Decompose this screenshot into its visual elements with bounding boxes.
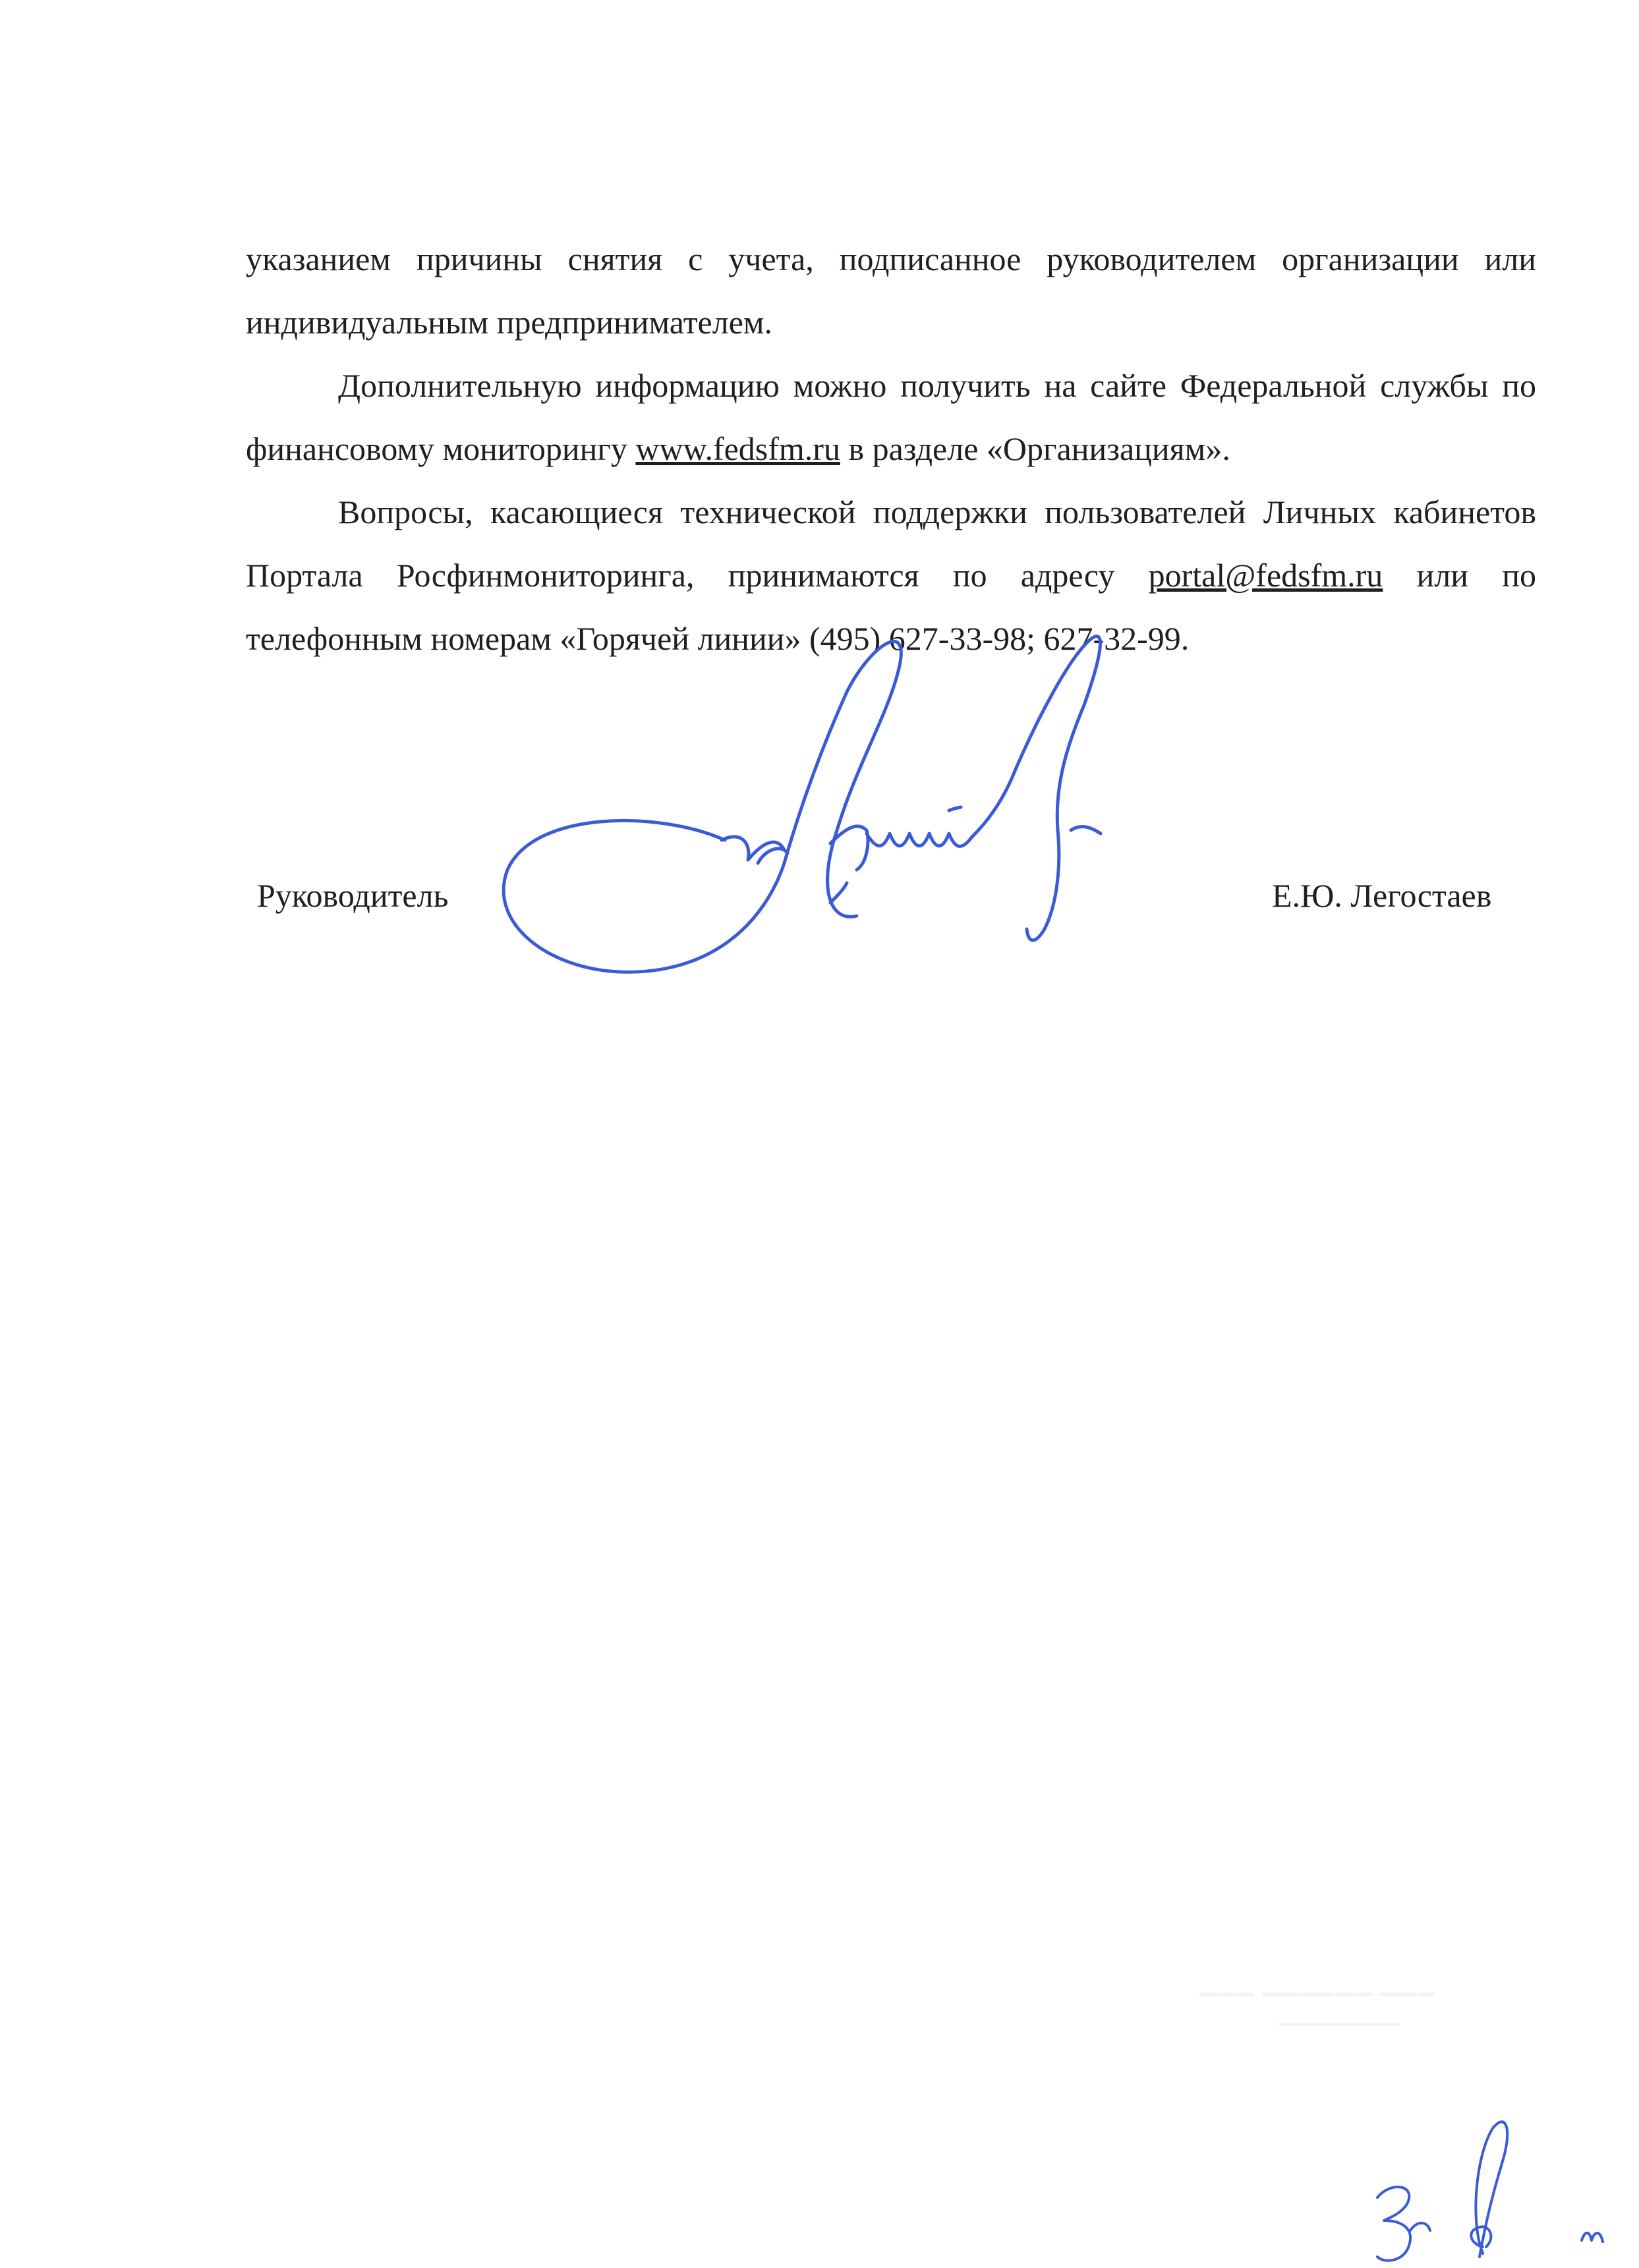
letter-body — [246, 227, 1536, 670]
signatory-title: Руководитель — [257, 877, 449, 914]
signatory-name: Е.Ю. Легостаев — [1272, 877, 1492, 914]
handwritten-signature — [488, 613, 1246, 1008]
handwritten-mark — [1344, 2089, 1621, 2267]
website-link[interactable]: www.fedsfm.ru — [635, 430, 840, 467]
faint-bleed-through-text-2: ▁▁▁▁▁▁▁▁ — [1279, 2004, 1400, 2026]
paragraph-continuation: указанием причины снятия с учета, подписанное руководителем организации или индивидуальным предпринимателем. — [246, 241, 1536, 341]
email-link[interactable]: portal@fedsfm.ru — [1148, 557, 1383, 594]
paragraph-additional-info: Дополнительную информацию можно получить на сайте Федеральной службы по финансовому мониторингу www.fedsfm.ru в разделе «Организациям». — [246, 367, 1536, 467]
faint-bleed-through-text: ▁▁▁ ▁▁▁▁▁▁ ▁▁▁ — [1199, 1971, 1436, 1996]
paragraph-tech-support: Вопросы, касающиеся технической поддержки пользователей Личных кабинетов Портала Росфинмониторинга, принимаются по адресу portal@fedsfm.ru или по телефонным номерам «Горячей линии» (495) 627-33-98; 627-32-99. — [246, 494, 1536, 657]
